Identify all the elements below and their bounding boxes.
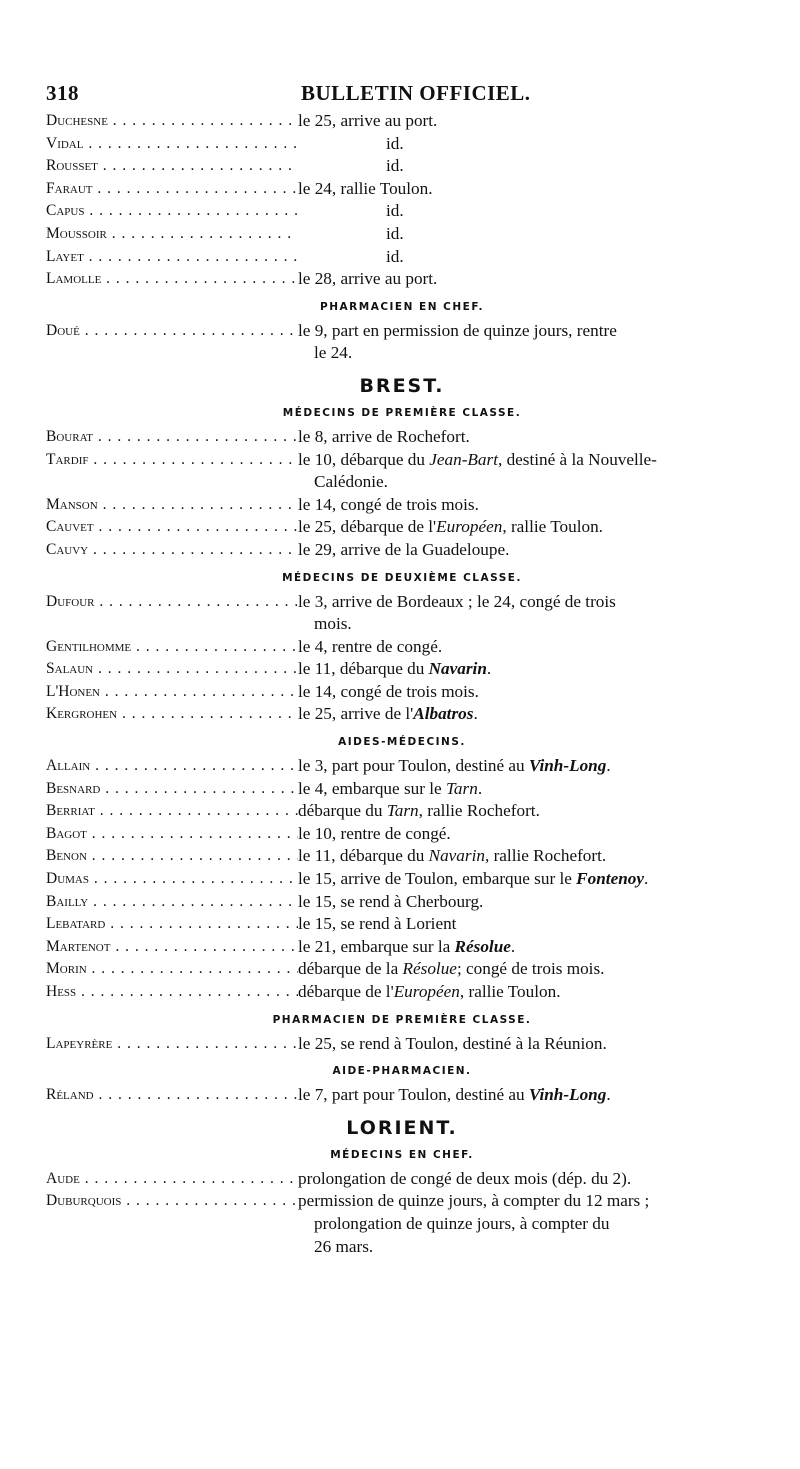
entry-name: Capus . . . bbox=[46, 200, 298, 223]
port-heading: BREST. bbox=[359, 374, 445, 397]
list-item bbox=[46, 703, 758, 726]
entry-detail: le 29, arrive de la Guadeloupe. bbox=[298, 539, 510, 559]
entry-detail: le 11, débarque du Navarin. bbox=[298, 659, 492, 679]
section-heading: MÉDECINS DE PREMIÈRE CLASSE. bbox=[282, 406, 522, 419]
entry-name: Aude . . . bbox=[46, 1168, 298, 1191]
entry-name: Dumas . . . bbox=[46, 868, 298, 891]
entry-name: Berriat . . . bbox=[46, 800, 298, 823]
section-heading: PHARMACIEN EN CHEF. bbox=[320, 300, 484, 313]
section-heading: MÉDECINS DE DEUXIÈME CLASSE. bbox=[282, 571, 522, 584]
entry-name: Martenot . . . bbox=[46, 936, 298, 959]
list-item bbox=[46, 178, 758, 201]
entry-detail: id. bbox=[386, 246, 404, 266]
list-item bbox=[46, 681, 758, 704]
rochefort-medecins-list bbox=[46, 110, 758, 291]
ship-name: Tarn bbox=[386, 801, 419, 821]
entry-name: Lapeyrère . . . bbox=[46, 1033, 298, 1056]
section-heading: AIDE-PHARMACIEN. bbox=[332, 1065, 472, 1078]
list-item bbox=[46, 200, 758, 223]
list-item bbox=[46, 891, 758, 914]
list-item bbox=[46, 636, 758, 659]
entry-detail: le 3, part pour Toulon, destiné au Vinh-Long. bbox=[298, 756, 611, 776]
entry-name: Dufour . . . bbox=[46, 591, 298, 636]
entry-name: Tardif . . . bbox=[46, 449, 298, 494]
ship-name: Jean-Bart bbox=[429, 449, 498, 469]
entry-detail: le 9, part en permission de quinze jours, rentre le 24. bbox=[298, 320, 617, 363]
list-item bbox=[46, 845, 758, 868]
ship-name: Résolue bbox=[402, 959, 457, 979]
list-item bbox=[46, 110, 758, 133]
ship-name: Tarn bbox=[445, 778, 478, 798]
entry-detail: le 8, arrive de Rochefort. bbox=[298, 426, 470, 446]
list-item bbox=[46, 823, 758, 846]
list-item bbox=[46, 1168, 758, 1191]
entry-name: Gentilhomme . . . bbox=[46, 636, 298, 659]
entry-name: L'Honen . . . bbox=[46, 681, 298, 704]
entry-name: Layet . . . bbox=[46, 246, 298, 269]
section-heading: AIDES-MÉDECINS. bbox=[338, 736, 466, 749]
entry-detail: id. bbox=[386, 223, 404, 243]
list-item bbox=[46, 981, 758, 1004]
entry-detail: débarque de la Résolue; congé de trois mois. bbox=[298, 959, 605, 979]
list-item bbox=[46, 426, 758, 449]
ship-name: Vinh-Long bbox=[528, 756, 607, 776]
entry-detail: le 25, arrive de l'Albatros. bbox=[298, 704, 478, 724]
entry-detail: le 14, congé de trois mois. bbox=[298, 681, 479, 701]
entry-detail: permission de quinze jours, à compter du 12 mars ; prolongation de quinze jours, à compter du 26 mars. bbox=[298, 1191, 650, 1256]
entry-detail: le 10, débarque du Jean-Bart, destiné à la Nouvelle- Calédonie. bbox=[298, 449, 657, 492]
entry-name: Rousset . . . bbox=[46, 155, 298, 178]
page-number: 318 bbox=[46, 81, 79, 105]
entry-name: Cauvet . . . bbox=[46, 516, 298, 539]
list-item bbox=[46, 246, 758, 269]
list-item bbox=[46, 591, 758, 636]
entry-detail: id. bbox=[386, 133, 404, 153]
document-page bbox=[46, 72, 758, 1258]
entry-name: Duburquois . . . bbox=[46, 1190, 298, 1258]
ship-name: Albatros bbox=[413, 704, 474, 724]
entry-detail: le 14, congé de trois mois. bbox=[298, 494, 479, 514]
list-item bbox=[46, 868, 758, 891]
entry-detail: le 15, arrive de Toulon, embarque sur le Fontenoy. bbox=[298, 869, 649, 889]
ship-name: Fontenoy bbox=[576, 869, 644, 889]
list-item bbox=[46, 658, 758, 681]
ship-name: Résolue bbox=[454, 936, 511, 956]
entry-detail: le 28, arrive au port. bbox=[298, 269, 438, 289]
list-item bbox=[46, 155, 758, 178]
entry-detail: le 3, arrive de Bordeaux ; le 24, congé de trois mois. bbox=[298, 591, 616, 634]
list-item bbox=[46, 539, 758, 562]
entry-name: Faraut . . . bbox=[46, 178, 298, 201]
list-item bbox=[46, 800, 758, 823]
entry-detail: le 24, rallie Toulon. bbox=[298, 178, 433, 198]
running-title: BULLETIN OFFICIEL. bbox=[301, 81, 531, 105]
entry-name: Benon . . . bbox=[46, 845, 298, 868]
entry-name: Hess . . . bbox=[46, 981, 298, 1004]
entry-name: Lebatard . . . bbox=[46, 913, 298, 936]
entry-detail: le 25, arrive au port. bbox=[298, 111, 438, 130]
entry-name: Kergrohen . . . bbox=[46, 703, 298, 726]
entry-name: Bailly . . . bbox=[46, 891, 298, 914]
entry-name: Besnard . . . bbox=[46, 778, 298, 801]
list-item bbox=[46, 913, 758, 936]
entry-detail: le 21, embarque sur la Résolue. bbox=[298, 936, 516, 956]
entry-detail: débarque du Tarn, rallie Rochefort. bbox=[298, 801, 540, 821]
page-header bbox=[46, 72, 758, 106]
ship-name: Vinh-Long bbox=[528, 1085, 607, 1105]
list-item bbox=[46, 1033, 758, 1056]
list-item bbox=[46, 494, 758, 517]
list-item bbox=[46, 133, 758, 156]
entry-detail: le 15, se rend à Lorient bbox=[298, 914, 457, 934]
entry-name: Vidal . . . bbox=[46, 133, 298, 156]
list-item bbox=[46, 936, 758, 959]
entry-detail: le 25, débarque de l'Européen, rallie Toulon. bbox=[298, 517, 603, 537]
entry-name: Morin . . . bbox=[46, 958, 298, 981]
entry-detail: débarque de l'Européen, rallie Toulon. bbox=[298, 982, 561, 1001]
list-item bbox=[46, 320, 758, 365]
entry-name: Salaun . . . bbox=[46, 658, 298, 681]
entry-name: Lamolle . . . bbox=[46, 268, 298, 291]
list-item bbox=[46, 268, 758, 291]
ship-name: Navarin bbox=[428, 659, 487, 679]
entry-detail: le 4, rentre de congé. bbox=[298, 636, 443, 656]
list-item bbox=[46, 516, 758, 539]
entry-name: Doué . . . bbox=[46, 320, 298, 365]
entry-name: Duchesne . . . bbox=[46, 110, 298, 133]
entry-detail: le 11, débarque du Navarin, rallie Rochefort. bbox=[298, 846, 607, 866]
entry-detail: id. bbox=[386, 201, 404, 221]
list-item bbox=[46, 1084, 758, 1107]
ship-name: Européen bbox=[393, 982, 460, 1001]
entry-detail: prolongation de congé de deux mois (dép. du 2). bbox=[298, 1168, 632, 1188]
port-heading: LORIENT. bbox=[346, 1116, 458, 1139]
list-item bbox=[46, 778, 758, 801]
list-item bbox=[46, 1190, 758, 1258]
entry-detail: id. bbox=[386, 156, 404, 176]
section-heading: MÉDECINS EN CHEF. bbox=[330, 1148, 474, 1161]
entry-name: Cauvy . . . bbox=[46, 539, 298, 562]
list-item bbox=[46, 958, 758, 981]
entry-name: Moussoir . . . bbox=[46, 223, 298, 246]
list-item bbox=[46, 755, 758, 778]
entry-name: Bagot . . . bbox=[46, 823, 298, 846]
entry-name: Manson . . . bbox=[46, 494, 298, 517]
entry-detail: le 10, rentre de congé. bbox=[298, 823, 451, 843]
entry-detail: le 4, embarque sur le Tarn. bbox=[298, 778, 483, 798]
ship-name: Européen bbox=[436, 517, 503, 537]
section-heading: PHARMACIEN DE PREMIÈRE CLASSE. bbox=[272, 1013, 532, 1026]
entry-name: Réland . . . bbox=[46, 1084, 298, 1107]
entry-detail: le 25, se rend à Toulon, destiné à la Réunion. bbox=[298, 1033, 607, 1053]
entry-name: Bourat . . . bbox=[46, 426, 298, 449]
list-item bbox=[46, 449, 758, 494]
entry-detail: le 7, part pour Toulon, destiné au Vinh-Long. bbox=[298, 1085, 611, 1105]
ship-name: Navarin bbox=[428, 846, 485, 866]
entry-detail: le 15, se rend à Cherbourg. bbox=[298, 891, 484, 911]
list-item bbox=[46, 223, 758, 246]
entry-name: Allain . . . bbox=[46, 755, 298, 778]
